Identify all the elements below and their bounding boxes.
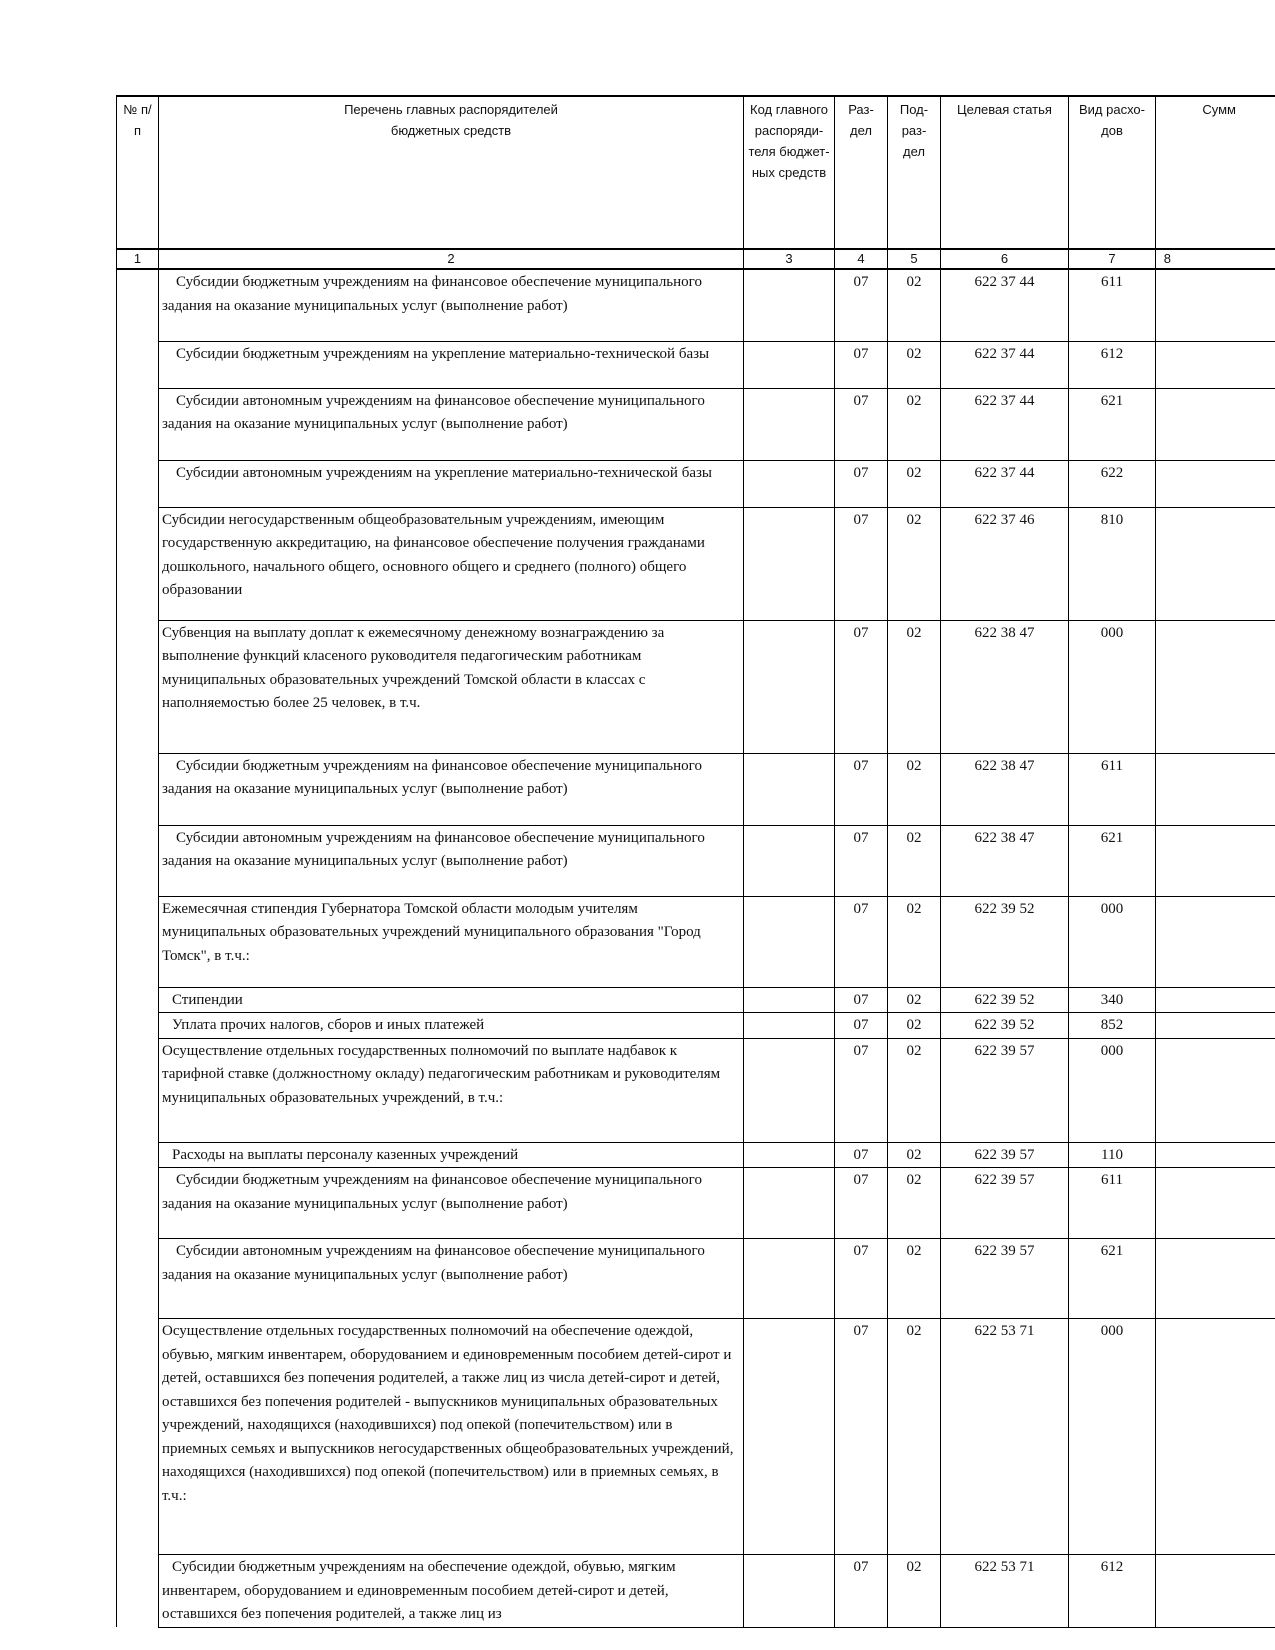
header-row [117, 96, 1275, 249]
row-number-cell [117, 269, 159, 1627]
table-row [117, 341, 1275, 388]
table-row [117, 753, 1275, 825]
row-podrazdel: 02 [888, 825, 941, 896]
row-vid: 000 [1069, 1319, 1156, 1555]
row-name: Ежемесячная стипендия Губернатора Томской области молодым учителям муниципальных образовательных учреждений муниципального образования "Город Томск", в т.ч.: [159, 896, 744, 987]
row-article: 622 53 71 [941, 1319, 1069, 1555]
header-article: Целевая статья [941, 96, 1069, 249]
header-sum: Сумм [1156, 96, 1275, 249]
row-vid: 110 [1069, 1142, 1156, 1168]
row-sum [1156, 507, 1275, 620]
row-podrazdel: 02 [888, 1168, 941, 1239]
row-razdel: 07 [835, 507, 888, 620]
row-article: 622 39 52 [941, 987, 1069, 1013]
num-8: 8 [1156, 249, 1275, 269]
row-code [744, 987, 835, 1013]
row-name: Субвенция на выплату доплат к ежемесячному денежному вознаграждению за выполнение функций класеного руководителя педагогическим работникам муниципальных образовательных учреждений Томской области в классах с наполняемостью более 25 человек, в т.ч. [159, 620, 744, 753]
row-podrazdel: 02 [888, 341, 941, 388]
row-code [744, 1239, 835, 1319]
row-article: 622 38 47 [941, 620, 1069, 753]
row-article: 622 37 46 [941, 507, 1069, 620]
row-vid: 000 [1069, 620, 1156, 753]
table-row [117, 1319, 1275, 1555]
row-code [744, 269, 835, 341]
row-sum [1156, 460, 1275, 507]
row-article: 622 37 44 [941, 460, 1069, 507]
row-code [744, 1142, 835, 1168]
row-vid: 611 [1069, 1168, 1156, 1239]
row-name: Субсидии автономным учреждениям на финансовое обеспечение муниципального задания на оказание муниципальных услуг (выполнение работ) [159, 1239, 744, 1319]
row-podrazdel: 02 [888, 1038, 941, 1142]
row-razdel: 07 [835, 753, 888, 825]
row-article: 622 38 47 [941, 753, 1069, 825]
table-row [117, 825, 1275, 896]
row-name: Субсидии бюджетным учреждениям на финансовое обеспечение муниципального задания на оказание муниципальных услуг (выполнение работ) [159, 753, 744, 825]
row-article: 622 39 57 [941, 1038, 1069, 1142]
row-name: Расходы на выплаты персоналу казенных учреждений [159, 1142, 744, 1168]
row-article: 622 38 47 [941, 825, 1069, 896]
header-razdel: Раз-дел [835, 96, 888, 249]
row-podrazdel: 02 [888, 620, 941, 753]
row-sum [1156, 1239, 1275, 1319]
row-code [744, 341, 835, 388]
row-vid: 000 [1069, 896, 1156, 987]
table-row [117, 269, 1275, 341]
row-podrazdel: 02 [888, 753, 941, 825]
row-name: Субсидии негосударственным общеобразовательным учреждениям, имеющим государственную аккредитацию, на финансовое обеспечение получения гражданами дошкольного, начального общего, основного общего и среднего (полного) общего образовании [159, 507, 744, 620]
row-code [744, 1168, 835, 1239]
row-razdel: 07 [835, 1038, 888, 1142]
budget-table [116, 95, 1275, 1628]
row-razdel: 07 [835, 1142, 888, 1168]
row-article: 622 39 57 [941, 1168, 1069, 1239]
row-razdel: 07 [835, 388, 888, 460]
table-row [117, 1168, 1275, 1239]
table-row [117, 987, 1275, 1013]
row-code [744, 1038, 835, 1142]
row-code [744, 1319, 835, 1555]
row-podrazdel: 02 [888, 896, 941, 987]
header-code: Код главного распоряди-теля бюджет-ных средств [744, 96, 835, 249]
row-name: Субсидии бюджетным учреждениям на укрепление материально-технической базы [159, 341, 744, 388]
row-article: 622 37 44 [941, 269, 1069, 341]
row-name: Субсидии бюджетным учреждениям на финансовое обеспечение муниципального задания на оказание муниципальных услуг (выполнение работ) [159, 269, 744, 341]
row-podrazdel: 02 [888, 388, 941, 460]
table-row [117, 1038, 1275, 1142]
row-vid: 340 [1069, 987, 1156, 1013]
row-code [744, 1013, 835, 1039]
row-sum [1156, 1142, 1275, 1168]
row-sum [1156, 1013, 1275, 1039]
row-razdel: 07 [835, 1555, 888, 1628]
row-article: 622 39 52 [941, 1013, 1069, 1039]
row-name: Субсидии автономным учреждениям на финансовое обеспечение муниципального задания на оказание муниципальных услуг (выполнение работ) [159, 388, 744, 460]
row-podrazdel: 02 [888, 460, 941, 507]
row-podrazdel: 02 [888, 1239, 941, 1319]
row-vid: 621 [1069, 1239, 1156, 1319]
row-name: Уплата прочих налогов, сборов и иных платежей [159, 1013, 744, 1039]
row-podrazdel: 02 [888, 1555, 941, 1628]
row-article: 622 39 52 [941, 896, 1069, 987]
num-4: 4 [835, 249, 888, 269]
table-row [117, 1013, 1275, 1039]
row-vid: 611 [1069, 753, 1156, 825]
row-razdel: 07 [835, 987, 888, 1013]
header-list: Перечень главных распорядителей бюджетных средств [159, 96, 744, 249]
num-3: 3 [744, 249, 835, 269]
row-name: Субсидии бюджетным учреждениям на обеспечение одеждой, обувью, мягким инвентарем, оборудованием и единовременным пособием детей-сирот и детей, оставшихся без попечения родителей, а также лиц из [159, 1555, 744, 1628]
row-sum [1156, 1555, 1275, 1628]
row-vid: 622 [1069, 460, 1156, 507]
row-code [744, 1555, 835, 1628]
row-article: 622 39 57 [941, 1142, 1069, 1168]
row-podrazdel: 02 [888, 987, 941, 1013]
row-code [744, 896, 835, 987]
row-razdel: 07 [835, 620, 888, 753]
table-row [117, 388, 1275, 460]
row-code [744, 753, 835, 825]
row-name: Стипендии [159, 987, 744, 1013]
table-row [117, 1239, 1275, 1319]
row-code [744, 388, 835, 460]
row-podrazdel: 02 [888, 1013, 941, 1039]
row-sum [1156, 1319, 1275, 1555]
row-code [744, 825, 835, 896]
row-name: Осуществление отдельных государственных полномочий по выплате надбавок к тарифной ставке (должностному окладу) педагогическим работникам и руководителям муниципальных образовательных учреждений, в т.ч.: [159, 1038, 744, 1142]
row-vid: 000 [1069, 1038, 1156, 1142]
row-sum [1156, 269, 1275, 341]
num-1: 1 [117, 249, 159, 269]
row-podrazdel: 02 [888, 269, 941, 341]
row-sum [1156, 388, 1275, 460]
row-razdel: 07 [835, 1239, 888, 1319]
row-razdel: 07 [835, 269, 888, 341]
table-row [117, 1555, 1275, 1628]
row-vid: 612 [1069, 341, 1156, 388]
row-name: Субсидии автономным учреждениям на укрепление материально-технической базы [159, 460, 744, 507]
row-razdel: 07 [835, 460, 888, 507]
table-row [117, 507, 1275, 620]
row-code [744, 507, 835, 620]
row-sum [1156, 753, 1275, 825]
row-vid: 852 [1069, 1013, 1156, 1039]
row-razdel: 07 [835, 341, 888, 388]
row-name: Субсидии автономным учреждениям на финансовое обеспечение муниципального задания на оказание муниципальных услуг (выполнение работ) [159, 825, 744, 896]
table-row [117, 460, 1275, 507]
num-6: 6 [941, 249, 1069, 269]
row-razdel: 07 [835, 825, 888, 896]
row-vid: 810 [1069, 507, 1156, 620]
row-name: Субсидии бюджетным учреждениям на финансовое обеспечение муниципального задания на оказание муниципальных услуг (выполнение работ) [159, 1168, 744, 1239]
row-vid: 621 [1069, 825, 1156, 896]
table-row [117, 1142, 1275, 1168]
header-podrazdel: Под-раз-дел [888, 96, 941, 249]
row-podrazdel: 02 [888, 1142, 941, 1168]
row-sum [1156, 620, 1275, 753]
row-sum [1156, 825, 1275, 896]
row-vid: 611 [1069, 269, 1156, 341]
row-vid: 612 [1069, 1555, 1156, 1628]
row-sum [1156, 987, 1275, 1013]
row-name: Осуществление отдельных государственных полномочий на обеспечение одеждой, обувью, мягким инвентарем, оборудованием и единовременным пособием детей-сирот и детей, оставшихся без попечения родителей, а также лиц из числа детей-сирот и детей, оставшихся без попечения родителей - выпускников муниципальных образовательных учреждений, находящихся (находившихся) под опекой (попечительством) или в приемных семьях и выпускников негосударственных общеобразовательных учреждений, находящихся (находившихся) под опекой (попечительством) или в приемных семьях, в т.ч.: [159, 1319, 744, 1555]
header-number: № п/п [117, 96, 159, 249]
num-2: 2 [159, 249, 744, 269]
row-razdel: 07 [835, 1013, 888, 1039]
header-vid: Вид расхо-дов [1069, 96, 1156, 249]
num-7: 7 [1069, 249, 1156, 269]
row-article: 622 53 71 [941, 1555, 1069, 1628]
row-code [744, 460, 835, 507]
row-razdel: 07 [835, 896, 888, 987]
row-sum [1156, 896, 1275, 987]
row-podrazdel: 02 [888, 1319, 941, 1555]
row-sum [1156, 1168, 1275, 1239]
row-vid: 621 [1069, 388, 1156, 460]
row-razdel: 07 [835, 1168, 888, 1239]
row-razdel: 07 [835, 1319, 888, 1555]
num-5: 5 [888, 249, 941, 269]
row-article: 622 39 57 [941, 1239, 1069, 1319]
row-code [744, 620, 835, 753]
table-row [117, 620, 1275, 753]
row-sum [1156, 1038, 1275, 1142]
row-article: 622 37 44 [941, 341, 1069, 388]
row-article: 622 37 44 [941, 388, 1069, 460]
numbering-row [117, 249, 1275, 269]
row-podrazdel: 02 [888, 507, 941, 620]
table-row [117, 896, 1275, 987]
row-sum [1156, 341, 1275, 388]
